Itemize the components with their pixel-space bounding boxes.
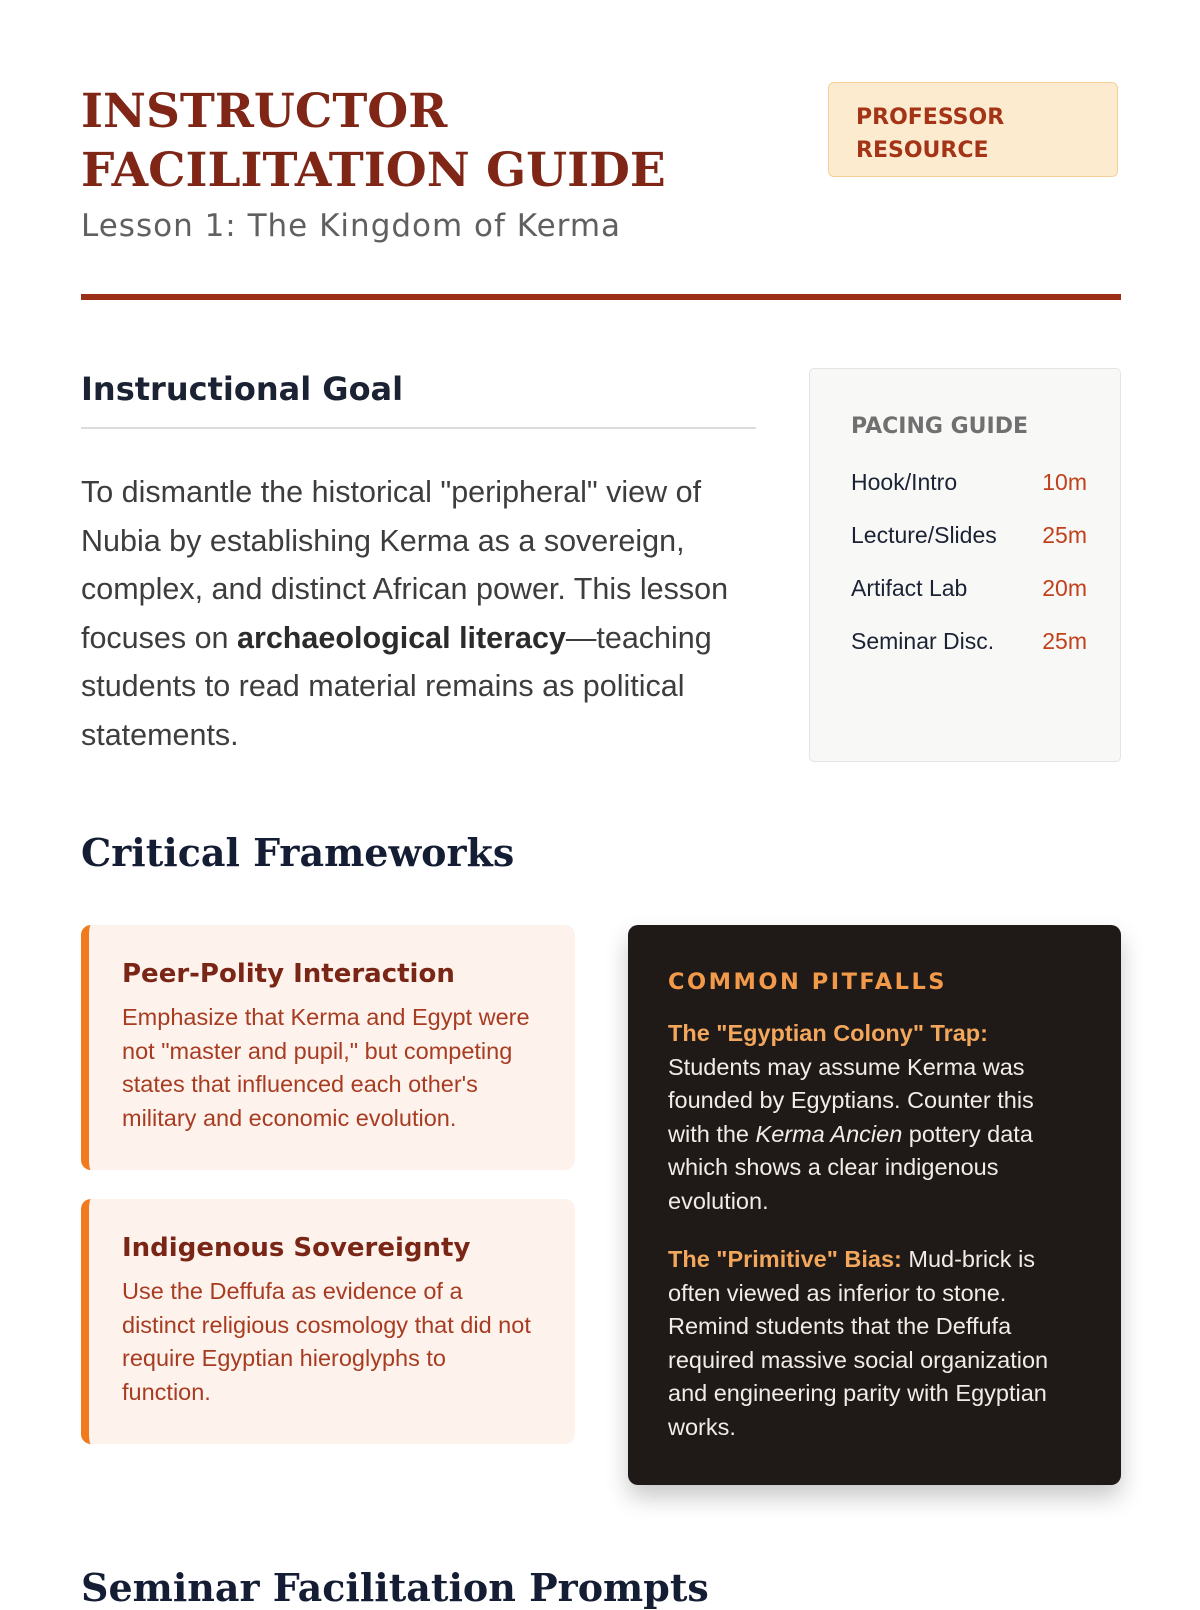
header-divider: [81, 294, 1121, 300]
pacing-row: [851, 628, 1087, 658]
pacing-row: [851, 575, 1087, 605]
pitfall-lead: The "Egyptian Colony" Trap:: [668, 1020, 988, 1046]
framework-card-text: Emphasize that Kerma and Egypt were not "master and pupil," but competing states that influenced each other's military and economic evolution.: [122, 1004, 530, 1131]
pitfall-text-emphasis: Kerma Ancien: [755, 1120, 903, 1147]
lesson-subtitle: Lesson 1: The Kingdom of Kerma: [81, 208, 622, 244]
document-page: [81, 0, 1121, 1610]
pacing-label: Lecture/Slides: [851, 522, 997, 548]
seminar-prompts-heading: Seminar Facilitation Prompts: [81, 1565, 709, 1610]
pacing-label: Artifact Lab: [851, 575, 968, 601]
instructional-goal-text: [81, 468, 771, 759]
pacing-time: 25m: [1042, 628, 1087, 654]
framework-card-title: Indigenous Sovereignty: [122, 1233, 471, 1263]
pitfall-item: [668, 1243, 1081, 1444]
pacing-guide-panel: [809, 368, 1121, 762]
pitfall-text-end: pottery data which shows a clear indigenous evolution.: [668, 1120, 1033, 1214]
pitfall-item: [668, 1017, 1081, 1218]
page-title: INSTRUCTOR FACILITATION GUIDE: [81, 84, 666, 198]
pacing-label: Hook/Intro: [851, 469, 958, 495]
critical-frameworks-heading: Critical Frameworks: [81, 830, 515, 875]
framework-card-title: Peer-Polity Interaction: [122, 959, 455, 989]
framework-card-text: Use the Deffufa as evidence of a distinct religious cosmology that did not require Egyptian hieroglyphs to function.: [122, 1278, 531, 1405]
goal-text-end: —teaching students to read material remains as political statements.: [81, 620, 712, 752]
common-pitfalls-panel: [628, 925, 1121, 1485]
instructional-goal-heading: Instructional Goal: [81, 370, 404, 408]
pacing-time: 10m: [1042, 469, 1087, 495]
goal-text-start: To dismantle the historical "peripheral" view of Nubia by establishing Kerma as a sovereign, complex, and distinct African power. This lesson focuses on: [81, 475, 729, 655]
pacing-time: 20m: [1042, 575, 1087, 601]
framework-card-indigenous-sovereignty: [81, 1199, 575, 1444]
goal-heading-underline: [81, 427, 756, 429]
pacing-guide-heading: PACING GUIDE: [851, 414, 1028, 439]
goal-text-bold: archaeological literacy: [237, 620, 566, 655]
pitfall-text: Mud-brick is often viewed as inferior to stone. Remind students that the Deffufa required massive social organization and engineering parity with Egyptian works.: [668, 1246, 1049, 1440]
pacing-row: [851, 522, 1087, 552]
framework-card-peer-polity: [81, 925, 575, 1170]
pitfall-text-start: Students may assume Kerma was founded by Egyptians. Counter this with the: [668, 1053, 1034, 1147]
pitfall-lead: The "Primitive" Bias:: [668, 1246, 902, 1272]
pacing-row: [851, 469, 1087, 499]
common-pitfalls-heading: COMMON PITFALLS: [668, 969, 948, 995]
professor-resource-badge: [828, 82, 1118, 177]
badge-line-2: RESOURCE: [856, 138, 989, 163]
pacing-label: Seminar Disc.: [851, 628, 995, 654]
pacing-time: 25m: [1042, 522, 1087, 548]
badge-line-1: PROFESSOR: [856, 105, 1005, 130]
